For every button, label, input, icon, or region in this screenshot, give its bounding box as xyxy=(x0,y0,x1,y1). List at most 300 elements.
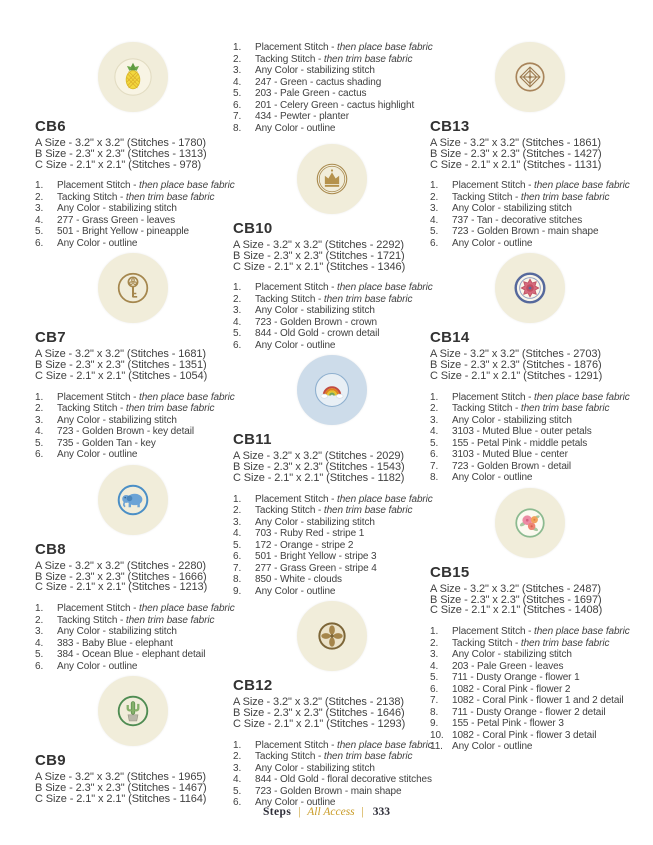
section-cb12 xyxy=(233,601,433,809)
step-item xyxy=(233,317,430,329)
step-text-italic: then place base fabric xyxy=(139,603,235,615)
design-badge-cb14 xyxy=(495,253,565,323)
step-text-italic: then trim base fabric xyxy=(323,293,413,305)
step-number: 6. xyxy=(430,449,439,461)
step-text xyxy=(255,54,412,66)
section-cb10 xyxy=(233,144,433,351)
step-number: 6. xyxy=(430,683,439,695)
step-number: 5. xyxy=(430,437,439,449)
step-number: 4. xyxy=(430,426,439,438)
step-item xyxy=(430,718,630,730)
step-text-main: Tacking Stitch - xyxy=(452,191,521,203)
step-text-main: 247 - Green - cactus shading xyxy=(255,76,382,88)
step-number: 11. xyxy=(430,741,443,753)
step-text xyxy=(57,392,235,404)
step-number: 2. xyxy=(233,751,242,763)
step-text-main: Placement Stitch - xyxy=(452,391,535,403)
step-item xyxy=(233,493,433,506)
step-item xyxy=(233,586,430,598)
step-text-main: 277 - Grass Green - stripe 4 xyxy=(255,562,377,574)
step-text-main: Placement Stitch - xyxy=(57,391,140,403)
step-item xyxy=(233,42,433,54)
step-text-main: 703 - Ruby Red - stripe 1 xyxy=(255,528,365,540)
step-number: 2. xyxy=(35,614,44,626)
step-text xyxy=(57,638,173,650)
step-text xyxy=(452,730,596,742)
step-text-main: 277 - Grass Green - leaves xyxy=(57,214,176,226)
step-item xyxy=(430,661,630,673)
step-text-main: Any Color - outline xyxy=(255,585,336,597)
step-number: 7. xyxy=(430,460,439,472)
design-badge-cb6 xyxy=(98,42,168,112)
step-text-main: 844 - Old Gold - crown detail xyxy=(255,328,380,340)
step-number: 1. xyxy=(430,626,439,638)
step-text-main: 737 - Tan - decorative stitches xyxy=(452,214,583,226)
step-text xyxy=(255,528,364,540)
step-text-main: 723 - Golden Brown - main shape xyxy=(255,785,402,797)
step-text-main: 501 - Bright Yellow - pineapple xyxy=(57,226,189,238)
step-number: 4. xyxy=(233,528,242,540)
step-text xyxy=(255,305,375,317)
step-text xyxy=(452,238,532,250)
step-text xyxy=(57,626,177,638)
step-text xyxy=(255,574,342,586)
step-text xyxy=(255,65,375,77)
step-number: 8. xyxy=(430,706,439,718)
step-text xyxy=(57,615,214,627)
step-number: 1. xyxy=(430,391,439,403)
step-text xyxy=(255,100,414,112)
section-cb13 xyxy=(430,42,630,249)
step-text xyxy=(452,672,580,684)
step-text-main: Any Color - stabilizing stitch xyxy=(452,414,572,426)
step-text xyxy=(452,392,630,404)
step-text-italic: then place base fabric xyxy=(534,391,630,403)
step-text-main: Any Color - outline xyxy=(57,660,138,672)
size-line: B Size - 2.3" x 2.3" (Stitches - 1351) xyxy=(35,359,207,372)
design-badge-cb8 xyxy=(98,465,168,535)
step-text xyxy=(57,403,214,415)
step-text-main: 723 - Golden Brown - main shape xyxy=(452,226,599,238)
step-text-main: 711 - Dusty Orange - flower 2 detail xyxy=(452,706,606,718)
elephant-icon xyxy=(111,478,155,522)
step-text-main: Placement Stitch - xyxy=(57,180,140,192)
step-text-main: Any Color - stabilizing stitch xyxy=(255,516,375,528)
step-text xyxy=(452,203,572,215)
step-text xyxy=(255,551,377,563)
step-text-italic: then trim base fabric xyxy=(125,191,215,203)
step-item xyxy=(430,472,630,484)
section-cb6 xyxy=(35,42,235,249)
size-line: B Size - 2.3" x 2.3" (Stitches - 1467) xyxy=(35,781,207,794)
step-text-italic: then trim base fabric xyxy=(520,403,610,415)
section-title-cb13: CB13 xyxy=(430,118,470,135)
step-text xyxy=(255,111,349,123)
size-line: C Size - 2.1" x 2.1" (Stitches - 1408) xyxy=(430,604,603,617)
step-item xyxy=(233,305,430,317)
step-list-cb15 xyxy=(430,626,630,753)
step-text xyxy=(452,638,609,650)
section-title-cb14: CB14 xyxy=(430,329,470,347)
step-text-main: 434 - Pewter - planter xyxy=(255,111,349,122)
size-line: A Size - 3.2" x 3.2" (Stitches - 2280) xyxy=(35,559,206,572)
step-text-main: Tacking Stitch - xyxy=(57,403,126,415)
step-text-main: Placement Stitch - xyxy=(452,626,535,638)
step-number: 6. xyxy=(233,797,242,809)
step-text-main: Placement Stitch - xyxy=(255,282,338,294)
step-item xyxy=(35,626,231,638)
section-title-cb9: CB9 xyxy=(35,752,66,770)
step-text xyxy=(452,718,564,730)
section-title-cb11: CB11 xyxy=(233,431,272,449)
step-number: 6. xyxy=(35,449,44,461)
step-text-main: Any Color - outline xyxy=(255,122,336,134)
step-text-main: Any Color - stabilizing stitch xyxy=(255,762,375,774)
step-item xyxy=(430,461,630,473)
size-line: B Size - 2.3" x 2.3" (Stitches - 1697) xyxy=(430,593,602,606)
step-text xyxy=(255,123,335,135)
step-item xyxy=(430,649,630,661)
size-line: C Size - 2.1" x 2.1" (Stitches - 1293) xyxy=(233,717,406,730)
step-text-italic: then trim base fabric xyxy=(125,403,215,415)
step-text xyxy=(255,774,432,786)
step-text xyxy=(452,626,630,638)
step-text-italic: then trim base fabric xyxy=(520,191,610,203)
step-text-main: Tacking Stitch - xyxy=(57,614,126,626)
step-item xyxy=(430,426,630,438)
step-text-italic: then place base fabric xyxy=(139,391,235,403)
step-text-italic: then trim base fabric xyxy=(323,53,413,65)
step-list-cb9 xyxy=(233,42,433,134)
step-item xyxy=(430,672,630,684)
step-text-italic: then trim base fabric xyxy=(520,637,610,649)
step-text xyxy=(452,180,630,192)
step-text-main: 172 - Orange - stripe 2 xyxy=(255,539,354,551)
step-text-main: Any Color - outline xyxy=(255,339,336,351)
step-text-main: 201 - Celery Green - cactus highlight xyxy=(255,99,415,111)
step-number: 3. xyxy=(233,305,242,317)
step-item xyxy=(35,615,231,627)
section-title-cb6: CB6 xyxy=(35,118,66,135)
step-text xyxy=(255,88,366,100)
step-text xyxy=(452,438,587,450)
step-text xyxy=(255,494,433,506)
size-line: A Size - 3.2" x 3.2" (Stitches - 1861) xyxy=(430,137,601,149)
step-text xyxy=(255,563,377,575)
pineapple-icon xyxy=(111,55,155,99)
step-number: 7. xyxy=(430,695,439,707)
step-number: 4. xyxy=(35,637,44,649)
step-item xyxy=(233,563,430,575)
step-text xyxy=(255,751,412,763)
step-text xyxy=(452,461,571,473)
design-badge-cb11 xyxy=(297,355,367,425)
size-line: B Size - 2.3" x 2.3" (Stitches - 1313) xyxy=(35,147,207,160)
rainbow-icon xyxy=(310,368,354,412)
step-text-main: Any Color - stabilizing stitch xyxy=(452,203,572,215)
step-text-main: 203 - Pale Green - cactus xyxy=(255,88,367,99)
step-text xyxy=(255,77,381,89)
step-text xyxy=(57,661,137,673)
step-item xyxy=(233,540,430,552)
step-text-main: Tacking Stitch - xyxy=(255,53,324,65)
step-item xyxy=(233,786,430,798)
section-cb9 xyxy=(35,676,231,804)
step-number: 1. xyxy=(233,493,242,505)
step-text-main: 3103 - Muted Blue - center xyxy=(452,449,568,461)
step-item xyxy=(233,763,430,775)
step-text-main: 3103 - Muted Blue - outer petals xyxy=(452,426,592,438)
step-text xyxy=(452,415,572,427)
step-text-main: Any Color - stabilizing stitch xyxy=(452,649,572,661)
step-item xyxy=(233,123,430,135)
size-line: C Size - 2.1" x 2.1" (Stitches - 1346) xyxy=(233,260,406,273)
design-badge-cb10 xyxy=(297,144,367,214)
section-title-cb8: CB8 xyxy=(35,540,66,558)
crown-icon xyxy=(310,157,354,201)
section-cb8 xyxy=(35,465,235,672)
step-text-italic: then place base fabric xyxy=(139,180,235,192)
step-item xyxy=(430,449,630,461)
design-badge-cb12 xyxy=(297,601,367,671)
step-list-cb10 xyxy=(233,282,433,351)
step-text xyxy=(255,517,375,529)
step-item xyxy=(430,707,630,719)
size-line: B Size - 2.3" x 2.3" (Stitches - 1543) xyxy=(233,461,405,474)
step-item xyxy=(233,528,430,540)
footer-separator: | xyxy=(361,806,364,818)
step-number: 6. xyxy=(35,660,44,672)
step-text-main: Any Color - outline xyxy=(57,237,138,249)
step-text-main: 1082 - Coral Pink - flower 2 xyxy=(452,683,571,695)
step-text xyxy=(255,282,433,294)
step-text-main: Any Color - stabilizing stitch xyxy=(57,203,177,215)
step-number: 6. xyxy=(430,237,439,249)
step-item xyxy=(430,238,630,250)
step-text-italic: then place base fabric xyxy=(534,626,630,638)
step-number: 6. xyxy=(233,99,242,111)
section-title-cb7: CB7 xyxy=(35,329,66,347)
step-text-main: 711 - Dusty Orange - flower 1 xyxy=(452,672,580,684)
step-number: 3. xyxy=(430,203,439,215)
step-text-main: Any Color - stabilizing stitch xyxy=(255,305,375,317)
section-title-cb10: CB10 xyxy=(233,220,273,237)
step-item xyxy=(430,438,630,450)
step-text xyxy=(255,317,377,329)
step-item xyxy=(233,774,430,786)
size-line: A Size - 3.2" x 3.2" (Stitches - 1965) xyxy=(35,771,206,784)
step-number: 9. xyxy=(233,585,242,597)
step-item xyxy=(430,695,630,707)
step-text xyxy=(57,203,177,215)
section-cb11 xyxy=(233,355,433,597)
step-text xyxy=(255,763,375,775)
step-number: 10. xyxy=(430,729,444,741)
step-text-main: 203 - Pale Green - leaves xyxy=(452,660,564,672)
step-number: 1. xyxy=(430,180,439,192)
step-item xyxy=(233,77,430,89)
step-item xyxy=(233,505,430,517)
step-list-cb13 xyxy=(430,180,630,249)
size-line: C Size - 2.1" x 2.1" (Stitches - 1131) xyxy=(430,158,602,171)
step-item xyxy=(35,438,231,450)
step-number: 7. xyxy=(233,562,242,574)
section-cb14 xyxy=(430,253,630,483)
section-title-cb12: CB12 xyxy=(233,677,273,695)
step-number: 5. xyxy=(233,88,242,99)
step-text-main: Tacking Stitch - xyxy=(255,293,324,305)
size-line: B Size - 2.3" x 2.3" (Stitches - 1666) xyxy=(35,570,207,583)
step-text-main: Any Color - outline xyxy=(452,237,533,249)
step-item xyxy=(430,403,630,415)
column-left xyxy=(35,42,235,809)
step-text xyxy=(57,649,205,661)
column-middle xyxy=(233,42,433,813)
step-number: 8. xyxy=(233,122,242,134)
page-footer xyxy=(0,806,653,819)
step-number: 6. xyxy=(233,339,242,351)
step-number: 6. xyxy=(35,237,44,249)
step-item xyxy=(430,192,630,204)
size-list xyxy=(430,584,630,616)
step-text xyxy=(57,226,189,238)
step-text-main: Any Color - outline xyxy=(255,797,336,809)
step-item xyxy=(233,517,430,529)
step-item xyxy=(430,638,630,650)
step-text-main: Tacking Stitch - xyxy=(452,637,521,649)
step-text-main: 155 - Petal Pink - middle petals xyxy=(452,437,588,449)
step-text-italic: then trim base fabric xyxy=(323,751,413,763)
size-line: B Size - 2.3" x 2.3" (Stitches - 1721) xyxy=(233,249,405,262)
step-text-italic: then place base fabric xyxy=(337,739,433,751)
step-text-main: 501 - Bright Yellow - stripe 3 xyxy=(255,551,377,563)
step-item xyxy=(233,65,430,77)
step-number: 1. xyxy=(35,180,44,192)
step-number: 3. xyxy=(35,414,44,426)
step-text-main: Any Color - stabilizing stitch xyxy=(255,65,375,76)
step-item xyxy=(430,730,630,742)
size-list xyxy=(35,349,231,381)
step-text xyxy=(57,415,177,427)
step-text-italic: then trim base fabric xyxy=(125,614,215,626)
step-text xyxy=(57,215,175,227)
step-number: 5. xyxy=(233,785,242,797)
step-list-cb12 xyxy=(233,739,433,809)
step-number: 1. xyxy=(35,603,44,615)
step-item xyxy=(430,415,630,427)
footer-steps-label: Steps xyxy=(263,806,292,818)
step-list-cb6 xyxy=(35,180,235,249)
step-item xyxy=(35,203,231,215)
step-number: 2. xyxy=(430,191,439,203)
size-line: C Size - 2.1" x 2.1" (Stitches - 978) xyxy=(35,158,202,171)
step-item xyxy=(35,226,231,238)
section-cb7 xyxy=(35,253,235,461)
gold-medallion-icon xyxy=(310,614,354,658)
pink-flower-icon xyxy=(508,266,552,310)
step-number: 5. xyxy=(430,672,439,684)
step-text xyxy=(255,505,412,517)
design-badge-cb15 xyxy=(495,488,565,558)
step-number: 8. xyxy=(430,472,439,484)
step-text xyxy=(452,695,624,707)
size-list xyxy=(430,349,630,381)
step-item xyxy=(430,180,630,192)
step-number: 4. xyxy=(35,214,44,226)
step-number: 3. xyxy=(233,65,242,76)
step-item xyxy=(233,551,430,563)
step-item xyxy=(430,684,630,696)
step-item xyxy=(35,238,231,250)
step-item xyxy=(35,192,231,204)
footer-separator: | xyxy=(298,806,301,818)
design-badge-cb7 xyxy=(98,253,168,323)
step-text xyxy=(452,449,568,461)
step-text xyxy=(452,426,592,438)
step-number: 3. xyxy=(430,414,439,426)
step-text-main: 384 - Ocean Blue - elephant detail xyxy=(57,649,206,661)
step-list-cb14 xyxy=(430,392,630,484)
size-line: C Size - 2.1" x 2.1" (Stitches - 1054) xyxy=(35,369,208,382)
step-text xyxy=(255,42,433,54)
step-number: 5. xyxy=(35,437,44,449)
step-text-main: Any Color - outline xyxy=(57,449,138,461)
step-text xyxy=(57,449,137,461)
step-item xyxy=(430,392,630,404)
step-item xyxy=(233,751,430,763)
step-item xyxy=(430,226,630,238)
step-item xyxy=(233,574,430,586)
step-text xyxy=(255,340,335,352)
size-line: C Size - 2.1" x 2.1" (Stitches - 1182) xyxy=(233,471,405,484)
step-item xyxy=(35,403,231,415)
section-cb15 xyxy=(430,488,630,753)
step-text-main: Placement Stitch - xyxy=(452,180,535,192)
step-item xyxy=(35,426,231,438)
design-badge-cb9 xyxy=(98,676,168,746)
step-item xyxy=(430,741,630,753)
step-text-italic: then place base fabric xyxy=(337,282,433,294)
step-text-main: Tacking Stitch - xyxy=(255,505,324,517)
size-list xyxy=(35,561,231,593)
step-number: 7. xyxy=(233,111,242,122)
step-item xyxy=(233,111,430,123)
step-text-main: Placement Stitch - xyxy=(255,493,338,505)
step-number: 5. xyxy=(233,328,242,340)
step-number: 2. xyxy=(35,403,44,415)
step-text xyxy=(452,661,563,673)
step-text-main: 723 - Golden Brown - detail xyxy=(452,460,572,472)
step-number: 4. xyxy=(35,426,44,438)
step-text xyxy=(255,740,433,752)
step-item xyxy=(35,649,231,661)
step-text xyxy=(452,226,598,238)
step-text-italic: then trim base fabric xyxy=(323,505,413,517)
step-item xyxy=(233,54,430,66)
step-text xyxy=(255,294,412,306)
step-text xyxy=(452,684,570,696)
step-list-cb7 xyxy=(35,391,235,461)
step-number: 5. xyxy=(233,539,242,551)
step-item xyxy=(233,340,430,352)
size-line: A Size - 3.2" x 3.2" (Stitches - 2029) xyxy=(233,450,404,463)
step-item xyxy=(35,391,235,404)
step-text-main: 383 - Baby Blue - elephant xyxy=(57,637,173,649)
step-text-main: 723 - Golden Brown - crown xyxy=(255,316,377,328)
size-list xyxy=(233,451,430,483)
step-number: 2. xyxy=(430,403,439,415)
step-text xyxy=(255,328,379,340)
